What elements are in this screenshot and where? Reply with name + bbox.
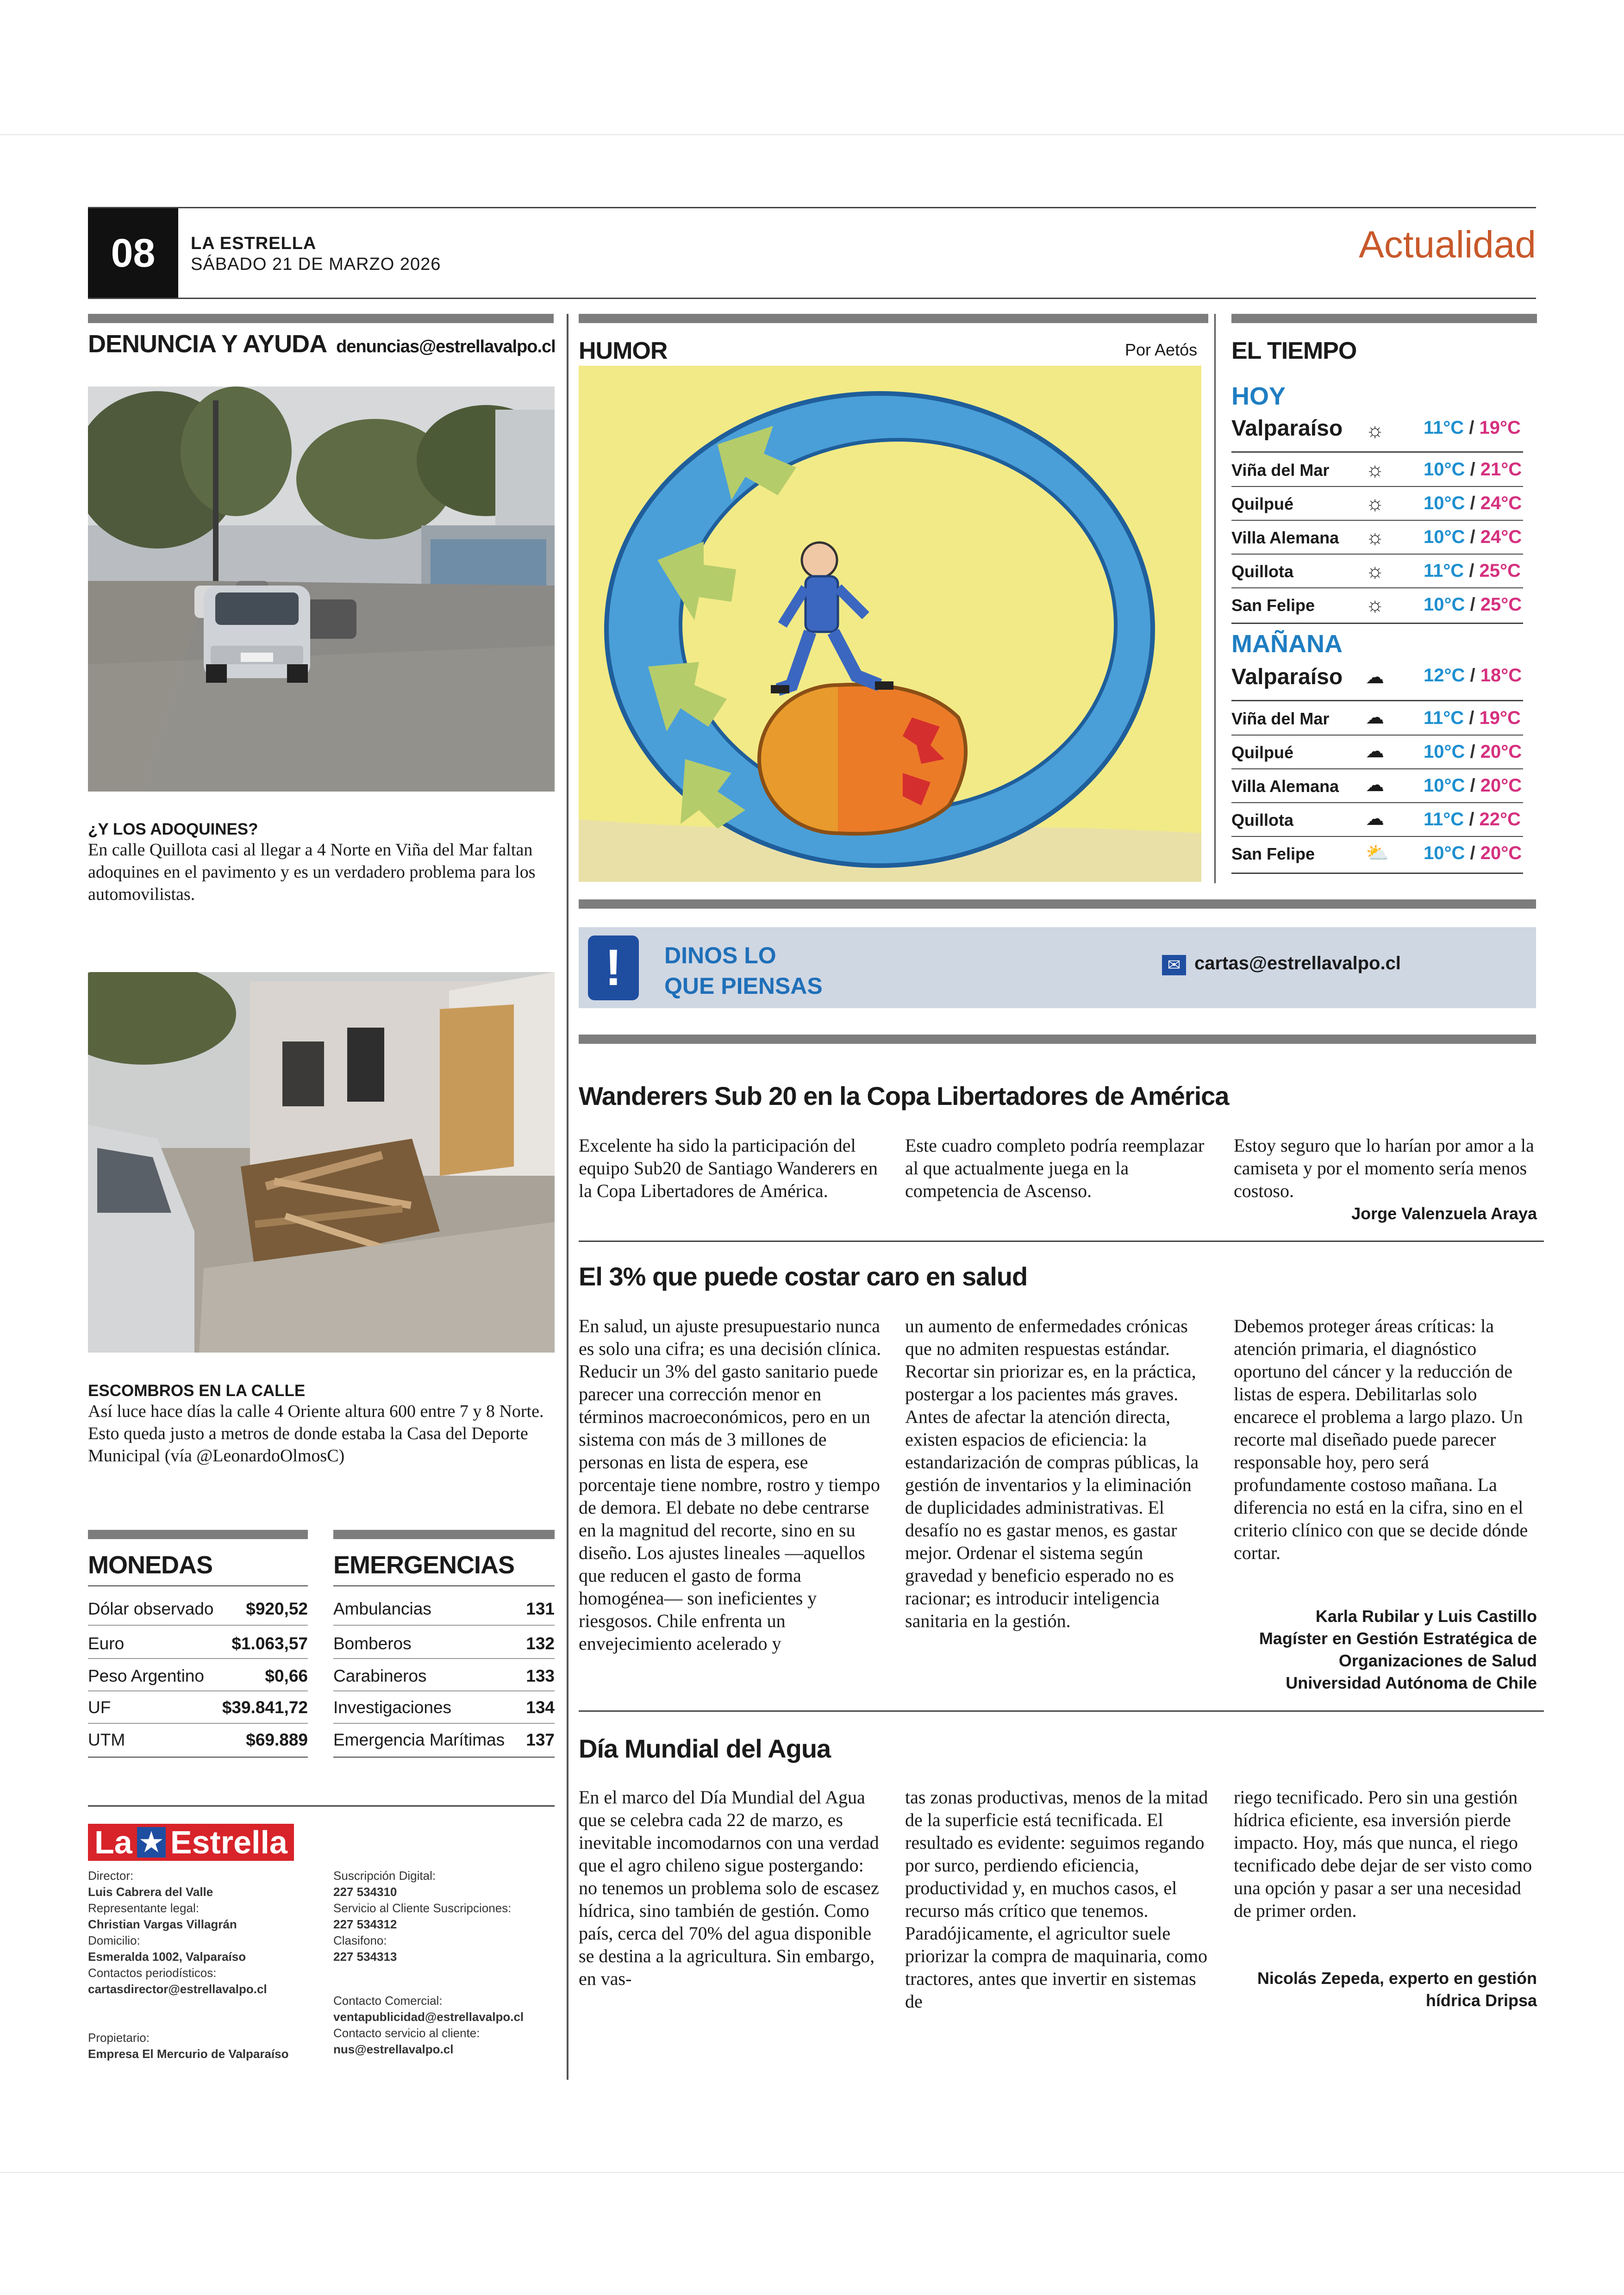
- denuncia-item-2-title: ESCOMBROS EN LA CALLE: [88, 1382, 306, 1400]
- dinos-email[interactable]: cartas@estrellavalpo.cl: [1194, 953, 1401, 973]
- divider: [88, 1658, 308, 1659]
- page-number: 08: [88, 208, 178, 299]
- letter-paragraph: Estoy seguro que lo harían por amor a la camiseta y por el momento sería menos costoso.: [1234, 1135, 1534, 1201]
- letter-column: [579, 1786, 884, 1990]
- weather-tomorrow-label: MAÑANA: [1231, 630, 1343, 658]
- letter-title: Día Mundial del Agua: [579, 1734, 831, 1763]
- temp-max: 18°C: [1480, 665, 1522, 686]
- temp-min: 11°C: [1424, 418, 1464, 438]
- divider: [1231, 768, 1523, 769]
- dinos-line-2: QUE PIENSAS: [664, 973, 823, 999]
- client-label: Contacto servicio al cliente:: [333, 2026, 480, 2040]
- letter-paragraph: Excelente ha sido la participación del equipo Sub20 de Santiago Wanderers en la Copa Libertadores de América.: [579, 1135, 878, 1201]
- letter-column: [1234, 1315, 1537, 1564]
- sun-icon: ☼: [1366, 593, 1385, 616]
- denuncia-item-2: [88, 1382, 556, 1467]
- divider: [333, 1625, 555, 1626]
- denuncia-item-1-title: ¿Y LOS ADOQUINES?: [88, 820, 258, 838]
- mail-icon: ✉: [1162, 955, 1186, 975]
- emergencia-row: [333, 1666, 555, 1686]
- letter-title: El 3% que puede costar caro en salud: [579, 1262, 1028, 1291]
- cloud-icon: ☁: [1366, 707, 1384, 728]
- letter-column: [905, 1134, 1211, 1202]
- temp-min: 10°C: [1424, 594, 1465, 615]
- weather-temps: 10°C / 21°C: [1424, 459, 1522, 480]
- divider: [1231, 486, 1523, 487]
- moneda-label: Peso Argentino: [88, 1666, 204, 1685]
- weather-temps: 12°C / 18°C: [1424, 665, 1522, 686]
- temp-max: 21°C: [1480, 459, 1522, 480]
- header-top-rule: [88, 207, 1536, 208]
- emergencia-row: [333, 1730, 555, 1750]
- rep-name: Christian Vargas Villagrán: [88, 1917, 237, 1931]
- denuncia-item-1-body: En calle Quillota casi al llegar a 4 Norte en Viña del Mar faltan adoquines en el pavimento y es un verdadero problema para los automovilistas.: [88, 840, 536, 904]
- weather-separator: [1214, 314, 1216, 883]
- letter-column: [1234, 1786, 1537, 1922]
- sub-phone[interactable]: 227 534310: [333, 1885, 397, 1899]
- sun-icon: ☼: [1366, 419, 1385, 442]
- masthead-info-left: [88, 1868, 310, 2062]
- monedas-rule: [88, 1585, 308, 1586]
- moneda-label: UTM: [88, 1730, 125, 1749]
- signature-line: Nicolás Zepeda, experto en gestión: [1257, 1969, 1537, 1988]
- letter-title: Wanderers Sub 20 en la Copa Libertadores de América: [579, 1081, 1229, 1110]
- weather-temps: 10°C / 20°C: [1424, 742, 1522, 762]
- sun-icon: ☼: [1366, 526, 1385, 549]
- owner-label: Propietario:: [88, 2031, 150, 2045]
- emergencia-number[interactable]: 134: [526, 1698, 555, 1717]
- divider: [1231, 836, 1523, 837]
- moneda-value: $1.063,57: [231, 1634, 308, 1653]
- moneda-row: [88, 1666, 308, 1686]
- letters-top-bar: [579, 1035, 1536, 1044]
- temp-min: 10°C: [1424, 775, 1465, 796]
- temp-min: 11°C: [1424, 708, 1464, 728]
- moneda-value: $69.889: [246, 1730, 308, 1749]
- service-phone[interactable]: 227 534312: [333, 1917, 397, 1931]
- weather-city: Valparaíso: [1231, 416, 1343, 441]
- signature-line: Jorge Valenzuela Araya: [1351, 1204, 1537, 1223]
- cloud-icon: ☁: [1366, 809, 1384, 829]
- divider: [1231, 700, 1523, 701]
- weather-city: Quilpué: [1231, 494, 1293, 513]
- owner-name: Empresa El Mercurio de Valparaíso: [88, 2047, 289, 2061]
- letter-paragraph: tas zonas productivas, menos de la mitad de la superficie está tecnificada. El resultado es evidente: seguimos regando por surco, perdiendo eficiencia, productividad y, en muchos casos, el recurso más crítico que tenemos. Paradójicamente, el agricultor suele priorizar la compra de maquinaria, como tractores, antes que invertir en sistemas de: [905, 1787, 1208, 2012]
- denuncia-top-bar: [88, 314, 554, 323]
- letter-paragraph: riego tecnificado. Pero sin una gestión hídrica eficiente, esa inversión pierde impacto. Hoy, más que nunca, el riego tecnificado debe dejar de ser visto como una opción y pasar a ser una necesidad de primer orden.: [1234, 1787, 1532, 1921]
- signature-line: Karla Rubilar y Luis Castillo: [1315, 1607, 1537, 1626]
- weather-temps: 11°C / 25°C: [1424, 561, 1521, 581]
- street-photo-image: [88, 387, 555, 792]
- emergencia-number[interactable]: 131: [526, 1599, 555, 1618]
- weather-today-label: HOY: [1231, 382, 1286, 410]
- temp-min: 12°C: [1424, 665, 1465, 686]
- masthead-info-right: [333, 1868, 556, 2058]
- emergencia-number[interactable]: 137: [526, 1730, 555, 1749]
- partly-cloudy-icon: ⛅: [1366, 843, 1389, 863]
- sub-label: Suscripción Digital:: [333, 1869, 436, 1883]
- debris-photo-image: [88, 972, 555, 1353]
- emergencia-label: Bomberos: [333, 1634, 412, 1653]
- letter-paragraph: Debemos proteger áreas críticas: la atención primaria, el diagnóstico oportuno del cáncer y la reducción de listas de espera. Debilitarlas solo encarece el problema a largo plazo. Un recorte mal diseñado puede parecer responsable hoy, pero será profundamente costoso mañana. La diferencia no está en la cifra, sino en el criterio clínico con que se decide dónde cortar.: [1234, 1316, 1528, 1563]
- temp-max: 19°C: [1479, 708, 1521, 728]
- logo-text-right: Estrella: [170, 1824, 287, 1860]
- moneda-row: [88, 1730, 308, 1750]
- divider: [1231, 735, 1523, 736]
- emergencias-title: EMERGENCIAS: [333, 1551, 515, 1579]
- domicilio: Esmeralda 1002, Valparaíso: [88, 1950, 246, 1964]
- temp-min: 10°C: [1424, 843, 1465, 863]
- temp-max: 20°C: [1480, 742, 1522, 762]
- emergencia-label: Carabineros: [333, 1666, 427, 1685]
- client-email[interactable]: nus@estrellavalpo.cl: [333, 2042, 454, 2056]
- denuncia-email[interactable]: denuncias@estrellavalpo.cl: [336, 337, 556, 356]
- weather-city: Valparaíso: [1231, 665, 1343, 689]
- cloud-icon: ☁: [1366, 775, 1384, 795]
- contact-email[interactable]: cartasdirector@estrellavalpo.cl: [88, 1982, 267, 1996]
- temp-min: 11°C: [1424, 561, 1464, 581]
- logo-text-left: La: [94, 1824, 132, 1860]
- moneda-value: $39.841,72: [222, 1698, 308, 1717]
- cloud-icon: ☁: [1366, 667, 1384, 687]
- weather-title: EL TIEMPO: [1231, 337, 1357, 364]
- weather-temps: 11°C / 22°C: [1424, 809, 1521, 829]
- clasifono-phone[interactable]: 227 534313: [333, 1950, 397, 1964]
- weather-temps: 11°C / 19°C: [1424, 418, 1521, 438]
- denuncia-header: [88, 330, 556, 358]
- signature-line: Organizaciones de Salud: [1338, 1651, 1537, 1670]
- debris-photo: [88, 972, 555, 1353]
- logo-box: [88, 1824, 294, 1861]
- moneda-row: [88, 1698, 308, 1717]
- divider: [88, 1690, 308, 1691]
- weather-city: Quillota: [1231, 811, 1293, 829]
- letter-column: [905, 1315, 1211, 1632]
- emergencia-number[interactable]: 133: [526, 1666, 555, 1685]
- denuncia-title: DENUNCIA Y AYUDA: [88, 330, 327, 358]
- moneda-label: Dólar observado: [88, 1599, 214, 1618]
- brand-name: LA ESTRELLA: [191, 234, 317, 253]
- temp-min: 10°C: [1424, 527, 1465, 547]
- cartoon-image: [579, 366, 1201, 882]
- letter-paragraph: En el marco del Día Mundial del Agua que se celebra cada 22 de marzo, es inevitable incomodarnos con una verdad que el agro chileno sigue postergando: no tenemos un problema solo de escasez hídrica, sino también de gestión. Como país, cerca del 70% del agua disponible se destina a la agricultura. Sin embargo, en vas-: [579, 1787, 879, 1989]
- divider: [579, 1241, 1544, 1242]
- temp-max: 20°C: [1480, 775, 1522, 796]
- emergencias-top-bar: [333, 1530, 555, 1539]
- director-name: Luis Cabrera del Valle: [88, 1885, 213, 1899]
- divider: [1231, 451, 1523, 453]
- masthead-logo: [88, 1821, 294, 1863]
- moneda-row: [88, 1634, 308, 1653]
- monedas-top-bar: [88, 1530, 308, 1539]
- comercial-label: Contacto Comercial:: [333, 1994, 443, 2008]
- weather-temps: 10°C / 24°C: [1424, 493, 1522, 513]
- contact-label: Contactos periodísticos:: [88, 1966, 217, 1980]
- weather-temps: 10°C / 20°C: [1424, 775, 1522, 796]
- letter-paragraph: un aumento de enfermedades crónicas que no admiten respuestas estándar. Recortar sin priorizar es, en la práctica, postergar a los pacientes más graves. Antes de afectar la atención directa, existen espacios de eficiencia: la estandarización de compras públicas, la gestión de inventarios y la eliminación de duplicidades administrativas. El desafío no es gastar menos, es gastar mejor. Ordenar el sistema según gravedad y beneficio esperado no es racionar; es introducir inteligencia sanitaria en la gestión.: [905, 1316, 1199, 1631]
- temp-max: 24°C: [1480, 493, 1522, 513]
- temp-max: 19°C: [1479, 418, 1521, 438]
- letter-signature: [1234, 1967, 1537, 2012]
- letter-paragraph: Este cuadro completo podría reemplazar al que actualmente juega en la competencia de Ascenso.: [905, 1135, 1205, 1201]
- dinos-top-bar: [579, 899, 1536, 909]
- divider: [1231, 873, 1523, 874]
- cloud-icon: ☁: [1366, 741, 1384, 761]
- issue-date: SÁBADO 21 DE MARZO 2026: [191, 255, 441, 274]
- denuncia-item-2-body: Así luce hace días la calle 4 Oriente altura 600 entre 7 y 8 Norte. Esto queda justo a metros de donde estaba la Casa del Deporte Municipal (vía @LeonardoOlmosC): [88, 1402, 544, 1466]
- divider: [333, 1757, 555, 1758]
- humor-cartoon: [579, 366, 1201, 882]
- temp-max: 22°C: [1479, 809, 1521, 829]
- sun-icon: ☼: [1366, 492, 1385, 515]
- director-label: Director:: [88, 1869, 134, 1883]
- moneda-row: [88, 1599, 308, 1619]
- weather-city: San Felipe: [1231, 596, 1315, 615]
- divider: [1231, 623, 1523, 624]
- temp-min: 10°C: [1424, 742, 1465, 762]
- dinos-banner: [579, 927, 1536, 1008]
- temp-max: 24°C: [1480, 527, 1522, 547]
- letter-column: [905, 1786, 1211, 2013]
- divider: [333, 1723, 555, 1724]
- temp-min: 11°C: [1424, 809, 1464, 829]
- weather-city: Viña del Mar: [1231, 709, 1330, 728]
- divider: [1231, 802, 1523, 803]
- weather-top-bar: [1231, 314, 1537, 323]
- humor-title: HUMOR: [579, 337, 668, 364]
- divider: [88, 1723, 308, 1724]
- emergencia-row: [333, 1698, 555, 1717]
- divider: [88, 1757, 308, 1758]
- weather-temps: 10°C / 25°C: [1424, 594, 1522, 615]
- temp-min: 10°C: [1424, 459, 1465, 480]
- divider: [1231, 587, 1523, 588]
- emergencia-row: [333, 1634, 555, 1653]
- star-icon: ★: [137, 1827, 166, 1858]
- humor-top-bar: [579, 314, 1208, 323]
- emergencias-rule: [333, 1585, 555, 1586]
- service-label: Servicio al Cliente Suscripciones:: [333, 1901, 512, 1915]
- domicilio-label: Domicilio:: [88, 1933, 140, 1947]
- weather-temps: 10°C / 24°C: [1424, 527, 1522, 547]
- weather-city: Villa Alemana: [1231, 777, 1339, 796]
- temp-min: 10°C: [1424, 493, 1465, 513]
- rep-label: Representante legal:: [88, 1901, 199, 1915]
- emergencia-label: Emergencia Marítimas: [333, 1730, 505, 1749]
- weather-city: Villa Alemana: [1231, 528, 1339, 547]
- temp-max: 25°C: [1479, 561, 1521, 581]
- section-title: Actualidad: [1359, 224, 1536, 266]
- moneda-label: UF: [88, 1698, 111, 1717]
- sun-icon: ☼: [1366, 458, 1385, 481]
- weather-temps: 10°C / 20°C: [1424, 843, 1522, 863]
- moneda-value: $920,52: [246, 1599, 308, 1618]
- divider: [1231, 554, 1523, 555]
- letter-paragraph: En salud, un ajuste presupuestario nunca es solo una cifra; es una decisión clínica. Reducir un 3% del gasto sanitario puede parecer una corrección menor en términos macroeconómicos, pero en un sistema con más de 3 millones de personas en lista de espera, ese porcentaje tiene nombre, rostro y tiempo de demora. El debate no debe centrarse en la magnitud del recorte, sino en su diseño. Los ajustes lineales —aquellos que reducen el gasto de forma homogénea— son ineficientes y riesgosos. Chile enfrenta un envejecimiento acelerado y: [579, 1316, 881, 1654]
- humor-credit: Por Aetós: [1125, 340, 1198, 359]
- weather-city: Quillota: [1231, 562, 1293, 581]
- dinos-text: [664, 940, 823, 1001]
- street-photo: [88, 387, 555, 792]
- masthead-rule: [88, 1805, 555, 1807]
- divider: [1231, 520, 1523, 521]
- divider: [333, 1658, 555, 1659]
- denuncia-item-1: [88, 820, 556, 905]
- letter-column: [1234, 1134, 1537, 1202]
- emergencia-label: Investigaciones: [333, 1698, 452, 1717]
- moneda-value: $0,66: [265, 1666, 308, 1685]
- emergencia-number[interactable]: 132: [526, 1634, 555, 1653]
- sun-icon: ☼: [1366, 560, 1385, 582]
- header-bottom-rule: [88, 298, 1536, 299]
- divider: [333, 1690, 555, 1691]
- divider: [88, 1625, 308, 1626]
- moneda-label: Euro: [88, 1634, 125, 1653]
- emergencia-label: Ambulancias: [333, 1599, 431, 1618]
- dinos-line-1: DINOS LO: [664, 942, 776, 968]
- signature-line: Magíster en Gestión Estratégica de: [1259, 1629, 1537, 1648]
- letter-signature: [1234, 1605, 1537, 1694]
- emergencia-row: [333, 1599, 555, 1619]
- exclamation-icon: !: [588, 935, 639, 1000]
- signature-line: hídrica Dripsa: [1425, 1991, 1537, 2010]
- monedas-title: MONEDAS: [88, 1551, 213, 1579]
- temp-max: 25°C: [1480, 594, 1522, 615]
- clasifono-label: Clasifono:: [333, 1933, 387, 1947]
- weather-city: Viña del Mar: [1231, 461, 1330, 480]
- weather-temps: 11°C / 19°C: [1424, 708, 1521, 728]
- comercial-email[interactable]: ventapublicidad@estrellavalpo.cl: [333, 2010, 524, 2024]
- weather-city: San Felipe: [1231, 844, 1315, 863]
- divider: [579, 1710, 1544, 1712]
- letter-column: [579, 1134, 884, 1202]
- letter-column: [579, 1315, 884, 1655]
- letter-signature: [1234, 1203, 1537, 1225]
- signature-line: Universidad Autónoma de Chile: [1286, 1673, 1537, 1692]
- temp-max: 20°C: [1480, 843, 1522, 863]
- column-separator: [567, 314, 568, 2080]
- weather-city: Quilpué: [1231, 743, 1293, 762]
